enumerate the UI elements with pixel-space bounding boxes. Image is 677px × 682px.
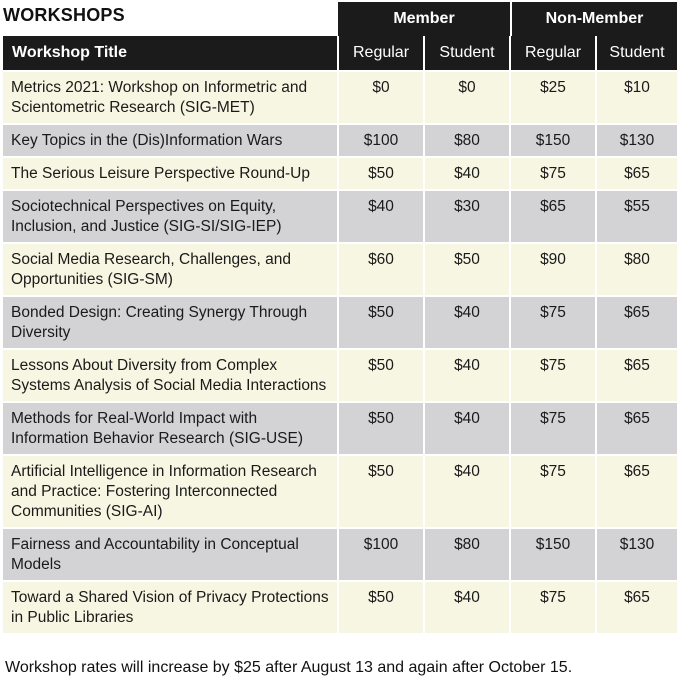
workshop-title: Lessons About Diversity from Complex Systems Analysis of Social Media Interactions <box>3 349 338 402</box>
member-regular-price: $100 <box>338 528 424 581</box>
workshop-title: Methods for Real-World Impact with Information Behavior Research (SIG-USE) <box>3 402 338 455</box>
table-row <box>3 157 677 190</box>
workshop-title: Fairness and Accountability in Conceptual Models <box>3 528 338 581</box>
nonmember-regular-price: $75 <box>510 349 596 402</box>
member-student-price: $40 <box>424 455 510 528</box>
member-student-price: $40 <box>424 157 510 190</box>
non-member-group-header: Non-Member <box>512 2 677 36</box>
member-regular-price: $50 <box>338 349 424 402</box>
workshop-title: Sociotechnical Perspectives on Equity, Inclusion, and Justice (SIG-SI/SIG-IEP) <box>3 190 338 243</box>
footnote: Workshop rates will increase by $25 after August 13 and again after October 15. <box>5 659 573 676</box>
nonmember-student-price: $55 <box>596 190 677 243</box>
member-student-price: $80 <box>424 124 510 157</box>
column-header-row <box>3 36 677 71</box>
table-row <box>3 581 677 633</box>
table-row <box>3 455 677 528</box>
column-header-nonmember-student: Student <box>596 36 677 71</box>
nonmember-regular-price: $150 <box>510 528 596 581</box>
table-row <box>3 71 677 124</box>
nonmember-regular-price: $25 <box>510 71 596 124</box>
workshop-title: Metrics 2021: Workshop on Informetric and Scientometric Research (SIG-MET) <box>3 71 338 124</box>
table-row <box>3 402 677 455</box>
member-student-price: $50 <box>424 243 510 296</box>
nonmember-regular-price: $75 <box>510 581 596 633</box>
workshop-title: Key Topics in the (Dis)Information Wars <box>3 124 338 157</box>
member-student-price: $40 <box>424 296 510 349</box>
nonmember-student-price: $130 <box>596 124 677 157</box>
nonmember-regular-price: $75 <box>510 455 596 528</box>
member-regular-price: $50 <box>338 581 424 633</box>
column-header-member-regular: Regular <box>338 36 424 71</box>
member-regular-price: $100 <box>338 124 424 157</box>
table-row <box>3 296 677 349</box>
nonmember-student-price: $65 <box>596 455 677 528</box>
nonmember-student-price: $65 <box>596 296 677 349</box>
member-regular-price: $50 <box>338 402 424 455</box>
member-student-price: $40 <box>424 349 510 402</box>
workshop-title: Social Media Research, Challenges, and Opportunities (SIG-SM) <box>3 243 338 296</box>
member-student-price: $0 <box>424 71 510 124</box>
table-row <box>3 349 677 402</box>
column-header-workshop-title: Workshop Title <box>3 36 338 71</box>
title-row <box>0 0 338 36</box>
member-student-price: $40 <box>424 402 510 455</box>
member-student-price: $30 <box>424 190 510 243</box>
nonmember-regular-price: $75 <box>510 296 596 349</box>
member-regular-price: $50 <box>338 296 424 349</box>
nonmember-student-price: $130 <box>596 528 677 581</box>
nonmember-student-price: $80 <box>596 243 677 296</box>
member-regular-price: $50 <box>338 157 424 190</box>
nonmember-student-price: $10 <box>596 71 677 124</box>
nonmember-student-price: $65 <box>596 402 677 455</box>
workshop-title: The Serious Leisure Perspective Round-Up <box>3 157 338 190</box>
workshop-title: Bonded Design: Creating Synergy Through Diversity <box>3 296 338 349</box>
nonmember-regular-price: $65 <box>510 190 596 243</box>
nonmember-regular-price: $75 <box>510 157 596 190</box>
column-header-member-student: Student <box>424 36 510 71</box>
workshop-title: Artificial Intelligence in Information Research and Practice: Fostering Interconnected Communities (SIG-AI) <box>3 455 338 528</box>
member-regular-price: $60 <box>338 243 424 296</box>
nonmember-regular-price: $90 <box>510 243 596 296</box>
member-student-price: $80 <box>424 528 510 581</box>
table-row <box>3 190 677 243</box>
column-header-nonmember-regular: Regular <box>510 36 596 71</box>
nonmember-student-price: $65 <box>596 157 677 190</box>
nonmember-regular-price: $75 <box>510 402 596 455</box>
table-row <box>3 243 677 296</box>
member-regular-price: $0 <box>338 71 424 124</box>
nonmember-student-price: $65 <box>596 581 677 633</box>
table-row <box>3 124 677 157</box>
member-group-header: Member <box>338 2 510 36</box>
workshop-table <box>3 36 677 633</box>
member-regular-price: $40 <box>338 190 424 243</box>
table-row <box>3 528 677 581</box>
nonmember-regular-price: $150 <box>510 124 596 157</box>
section-title: WORKSHOPS <box>3 5 125 25</box>
nonmember-student-price: $65 <box>596 349 677 402</box>
workshop-title: Toward a Shared Vision of Privacy Protections in Public Libraries <box>3 581 338 633</box>
member-student-price: $40 <box>424 581 510 633</box>
member-regular-price: $50 <box>338 455 424 528</box>
